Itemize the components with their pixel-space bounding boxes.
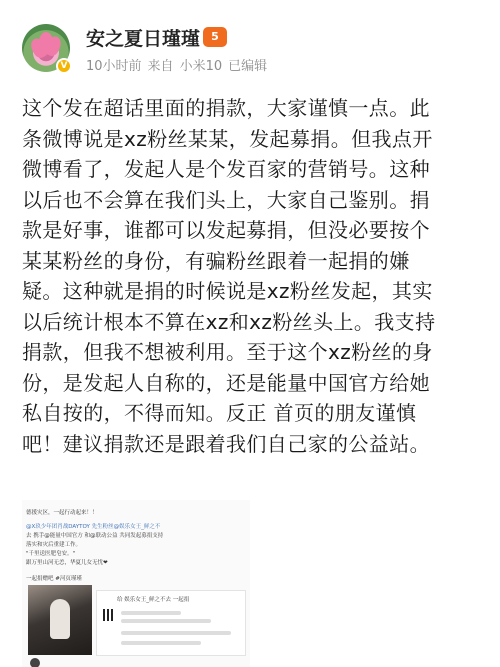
- post-body-line: 以后也不会算在我们头上，大家自己鉴别。捐: [22, 187, 430, 212]
- embed-text: 去 携手@能量中国官方 和@联动公益 共同发起募捐支持: [26, 533, 164, 539]
- card-bar: [121, 619, 211, 623]
- post-body-line: 吧！建议捐款还是跟着我们自己家的公益站。: [22, 431, 430, 456]
- embed-text: 落实和灾后重建工作。: [26, 542, 82, 548]
- embed-text: 跟万里山河无恙，华夏儿女无忧❤: [26, 560, 108, 566]
- username[interactable]: 安之夏日瑾瑾: [86, 28, 201, 50]
- post-body-line: 某某粉丝的身份，有骗粉丝跟着一起捐的嫌: [22, 248, 410, 273]
- embed-text: "千里送医肥皂安。": [26, 551, 76, 557]
- embed-text: 一起捐赠吧 #河页瑾瑾: [26, 576, 82, 582]
- post-body-line: 条微博说是xz粉丝某某，发起募捐。但我点开: [22, 126, 433, 151]
- card-bar: [121, 631, 231, 635]
- post-body-line: 微博看了，发起人是个发百家的营销号。这种: [22, 157, 430, 181]
- card-bar: [121, 641, 201, 645]
- post-time: 10小时前: [86, 59, 142, 74]
- post-body-line: 私自按的，不得而知。反正 首页的朋友谨慎: [22, 401, 417, 425]
- small-avatar-icon: [30, 658, 40, 667]
- edited-label[interactable]: 已编辑: [228, 59, 268, 74]
- post-body-line: 捐款，但我不想被利用。至于这个xz粉丝的身: [22, 340, 433, 364]
- card-title: 给 娱乐女王_鲜之不去 一起捐: [117, 597, 190, 603]
- post-body-line: 款是好事，谁都可以发起募捐，但没必要按个: [22, 218, 430, 242]
- post-body-line: 疑。这种就是捐的时候说是xz粉丝发起，其实: [22, 279, 433, 303]
- post-body: [22, 93, 484, 459]
- embedded-screenshot[interactable]: [22, 500, 250, 667]
- embed-photo: [28, 585, 92, 655]
- post-header: [0, 0, 500, 86]
- post-meta: [86, 55, 273, 74]
- person-figure: [50, 599, 70, 639]
- embed-text: 德援灾区，一起行动起来！！: [26, 510, 98, 516]
- source-prefix: 来自: [147, 59, 174, 74]
- donation-card: [96, 590, 246, 656]
- post-body-line: 以后统计根本不算在xz和xz粉丝头上。我支持: [22, 309, 436, 334]
- verified-icon: V: [56, 58, 72, 74]
- device-source[interactable]: 小米10: [179, 59, 223, 74]
- post-body-line: 份，是发起人自称的，还是能量中国官方给她: [22, 370, 430, 395]
- card-bar: [121, 611, 181, 615]
- embed-text: @X玖少年团肖战DAYTOY 先生粉丝@娱乐女王_鲜之不: [26, 524, 161, 530]
- post-body-line: 这个发在超话里面的捐款，大家谨慎一点。此: [22, 96, 430, 120]
- level-badge: 5: [203, 27, 227, 47]
- qr-icon: [103, 609, 115, 621]
